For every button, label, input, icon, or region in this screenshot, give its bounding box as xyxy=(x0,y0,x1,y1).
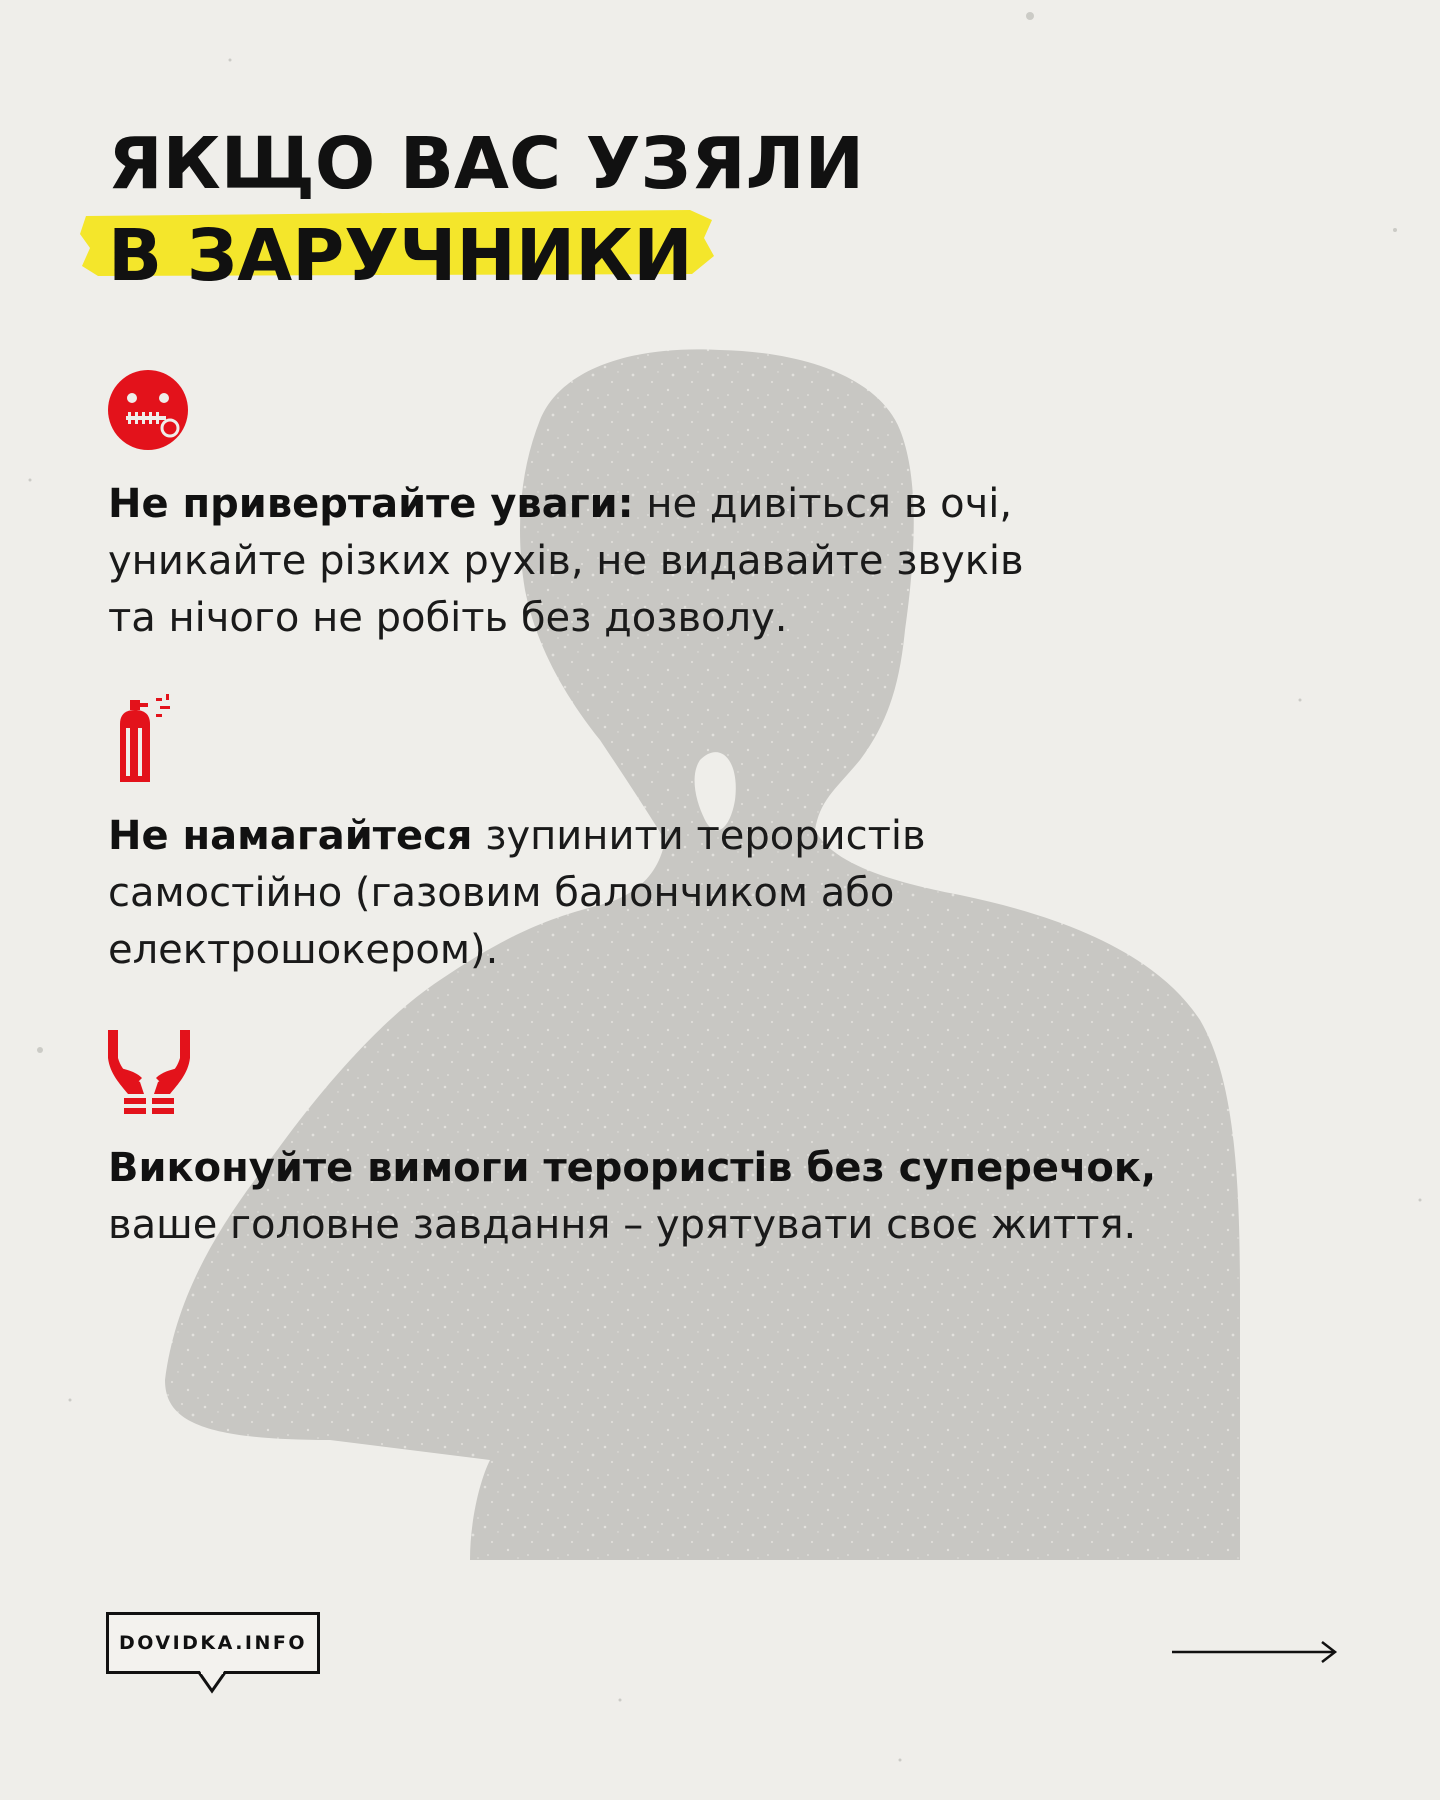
tip-2 xyxy=(108,808,1358,979)
arrow-right-icon[interactable] xyxy=(1170,1640,1340,1664)
raised-hands-icon xyxy=(106,1028,192,1116)
tip-2-bold: Не намагайтеся xyxy=(108,813,473,859)
tip-1 xyxy=(108,476,1358,647)
brand-logo[interactable] xyxy=(106,1612,320,1674)
spray-can-icon xyxy=(116,694,182,786)
title-line-1: ЯКЩО ВАС УЗЯЛИ xyxy=(108,122,865,205)
tip-3-bold: Виконуйте вимоги терористів без суперечок, xyxy=(108,1145,1157,1191)
tip-2-line-2: самостійно (газовим балончиком або xyxy=(108,870,895,916)
speech-bubble-tail-icon xyxy=(198,1671,228,1695)
tip-2-rest: зупинити терористів xyxy=(472,813,926,859)
title-line-2: В ЗАРУЧНИКИ xyxy=(108,214,693,297)
tip-3-line-2: ваше головне завдання – урятувати своє життя. xyxy=(108,1202,1137,1248)
zipped-mouth-face-icon xyxy=(106,368,192,454)
tip-1-line-2: уникайте різких рухів, не видавайте звуків xyxy=(108,538,1024,584)
tip-1-rest: не дивіться в очі, xyxy=(633,481,1013,527)
tip-2-line-3: електрошокером). xyxy=(108,927,499,973)
brand-name: DOVIDKA.INFO xyxy=(118,1632,308,1654)
tip-1-bold: Не привертайте уваги: xyxy=(108,481,634,527)
page-title xyxy=(108,118,864,302)
tip-1-line-3: та нічого не робіть без дозволу. xyxy=(108,595,788,641)
tip-3 xyxy=(108,1140,1358,1254)
